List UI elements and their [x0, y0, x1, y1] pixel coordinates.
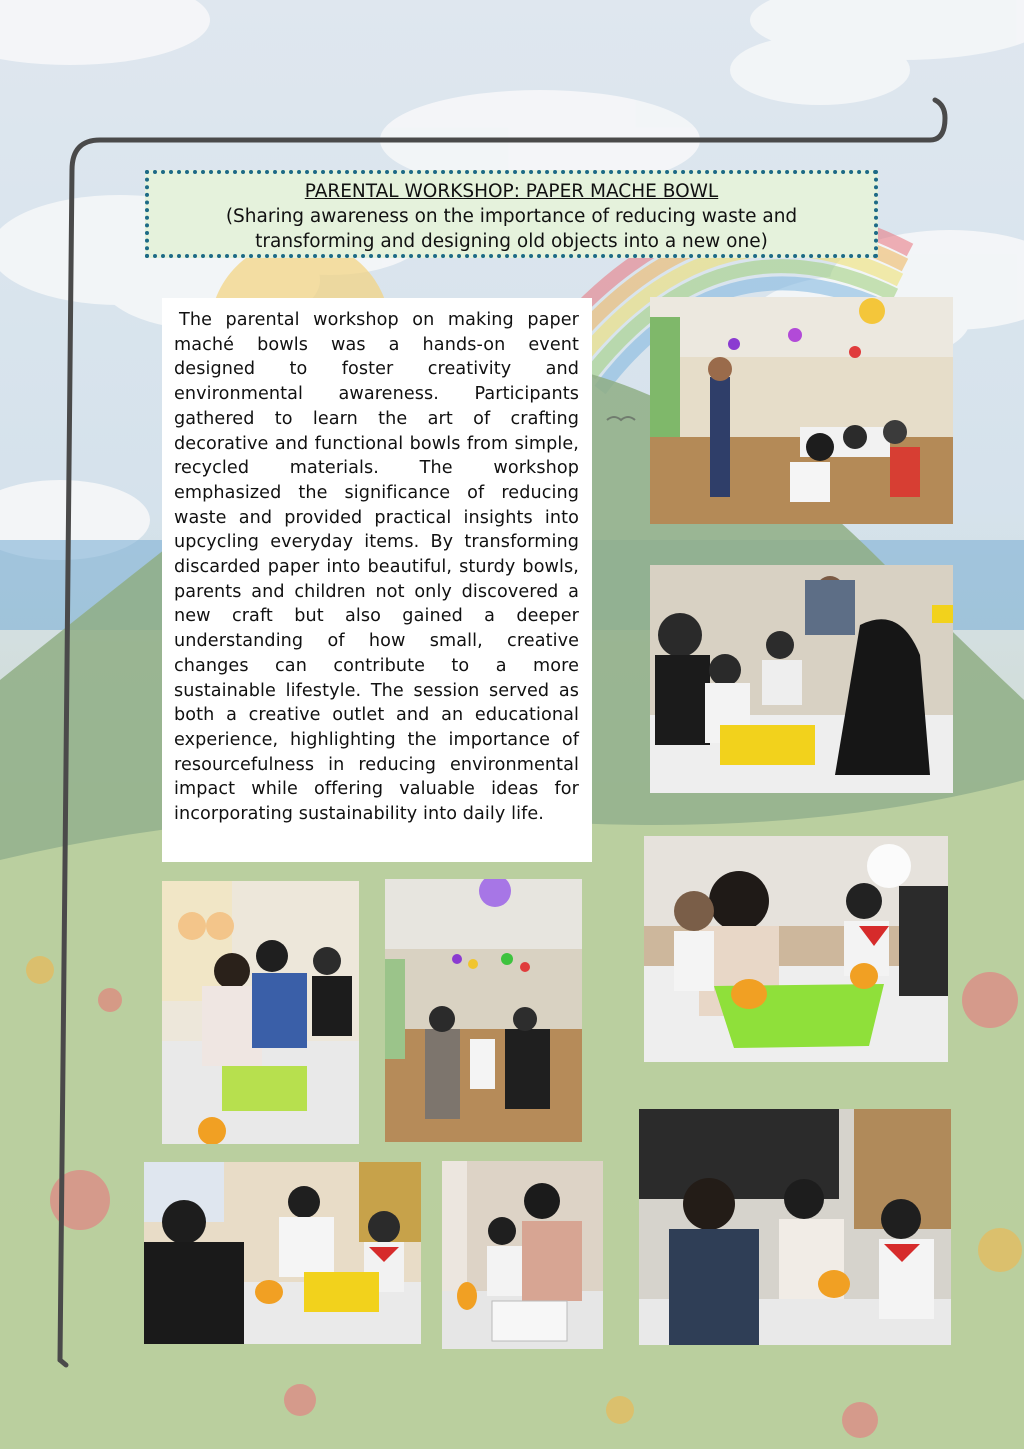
- article-body: The parental workshop on making paper maché bowls was a hands-on event designed to foster creativity and environmental awareness. Participants gathered to learn the art of crafting decorative and functional bowls from simple, recycled materials. The workshop emphasized the significance of reducing waste and provided practical insights into upcycling everyday items. By transforming discarded paper into beautiful, sturdy bowls, parents and children not only discovered a new craft but also gained a deeper understanding of how small, creative changes can contribute to a more sustainable lifestyle. The session served as both a creative outlet and an educational experience, highlighting the importance of resourcefulness in reducing environmental impact while offering valuable ideas for incorporating sustainability into daily life.: [174, 310, 579, 825]
- title-box: [145, 170, 878, 258]
- photo-family-group: [639, 1109, 951, 1345]
- photo-parents-children-table: [650, 565, 953, 793]
- photo-classroom-balloons: [650, 297, 953, 524]
- photo-boys-yellow-basket: [144, 1162, 421, 1344]
- photo-family-yellow-basket: [162, 881, 359, 1144]
- article-box: [162, 298, 592, 862]
- subtitle-line-1: (Sharing awareness on the importance of reducing waste and: [225, 206, 798, 227]
- photo-green-basket: [644, 836, 948, 1062]
- photo-white-basket: [442, 1161, 603, 1349]
- subtitle-line-2: transforming and designing old objects into a new one): [255, 231, 768, 252]
- photo-wide-classroom: [385, 879, 582, 1142]
- page-title: PARENTAL WORKSHOP: PAPER MACHE BOWL: [304, 181, 719, 202]
